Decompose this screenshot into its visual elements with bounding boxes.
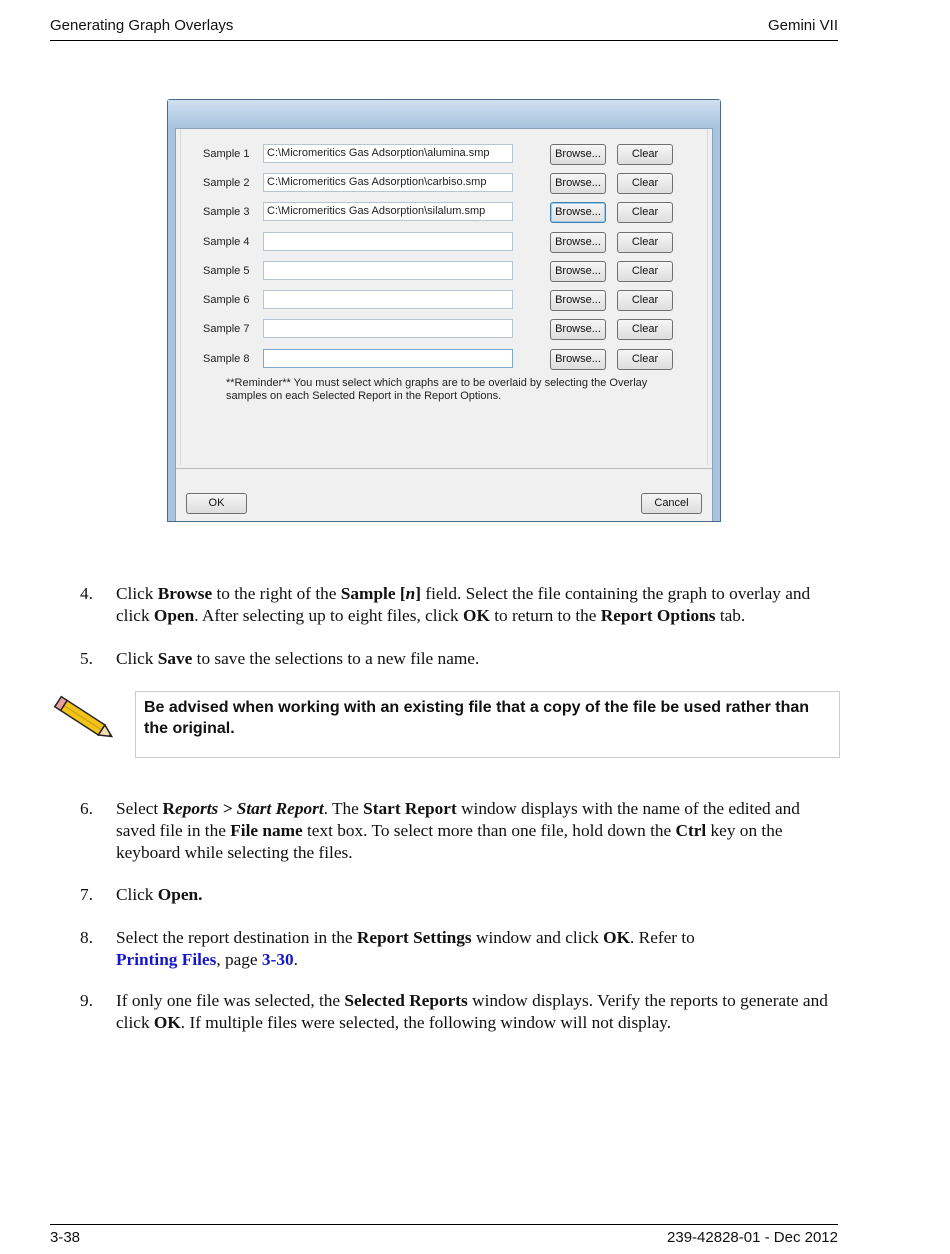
page-footer bbox=[50, 1224, 838, 1246]
header-product-name: Gemini VII bbox=[767, 17, 838, 34]
sample-path-input[interactable] bbox=[263, 319, 513, 338]
sample-row bbox=[181, 348, 707, 372]
sample-label: Sample 8 bbox=[203, 353, 250, 365]
sample-path-input[interactable] bbox=[263, 232, 513, 251]
page-3-30-link[interactable]: 3-30 bbox=[261, 950, 294, 969]
sample-path-input[interactable] bbox=[263, 290, 513, 309]
sample-label: Sample 4 bbox=[203, 236, 250, 248]
clear-button[interactable]: Clear bbox=[617, 173, 673, 194]
step-number: 9. bbox=[80, 991, 93, 1010]
step-text: Click Browse to the right of the Sample [n] field. Select the file containing the graph to overlay and click Open. After selecting up to eight files, click OK to return to the Report Options tab. bbox=[116, 584, 811, 625]
browse-button[interactable]: Browse... bbox=[550, 232, 606, 253]
step-text: Click Save to save the selections to a new file name. bbox=[116, 649, 480, 668]
sample-label: Sample 2 bbox=[203, 177, 250, 189]
step-number: 4. bbox=[80, 584, 93, 603]
printing-files-link[interactable]: Printing Files bbox=[116, 950, 217, 969]
sample-label: Sample 6 bbox=[203, 294, 250, 306]
step-text: Select the report destination in the Report Settings window and click OK. Refer to Printing Files, page 3-30. bbox=[116, 928, 695, 969]
sample-label: Sample 1 bbox=[203, 148, 250, 160]
clear-button[interactable]: Clear bbox=[617, 144, 673, 165]
dialog-separator bbox=[176, 468, 712, 469]
page-number: 3-38 bbox=[50, 1229, 81, 1246]
sample-overlay-dialog bbox=[167, 99, 721, 522]
header-section-title: Generating Graph Overlays bbox=[50, 17, 234, 34]
sample-row bbox=[181, 231, 707, 255]
sample-label: Sample 5 bbox=[203, 265, 250, 277]
sample-path-input[interactable]: C:\Micromeritics Gas Adsorption\silalum.smp bbox=[263, 202, 513, 221]
sample-path-input[interactable] bbox=[263, 349, 513, 368]
page-header bbox=[50, 17, 838, 41]
sample-label: Sample 3 bbox=[203, 206, 250, 218]
step-text: Click Open. bbox=[116, 885, 203, 904]
clear-button[interactable]: Clear bbox=[617, 290, 673, 311]
advisory-note: Be advised when working with an existing file that a copy of the file be used rather than the original. bbox=[135, 691, 840, 758]
browse-button[interactable]: Browse... bbox=[550, 202, 606, 223]
sample-path-input[interactable]: C:\Micromeritics Gas Adsorption\carbiso.smp bbox=[263, 173, 513, 192]
ok-button[interactable]: OK bbox=[186, 493, 247, 514]
dialog-titlebar bbox=[168, 100, 720, 128]
browse-button[interactable]: Browse... bbox=[550, 290, 606, 311]
reminder-text: **Reminder** You must select which graphs are to be overlaid by selecting the Overlay samples on each Selected Report in the Report Options. bbox=[226, 377, 648, 402]
pencil-note-icon bbox=[52, 694, 120, 748]
document-id: 239-42828-01 - Dec 2012 bbox=[667, 1229, 838, 1246]
clear-button[interactable]: Clear bbox=[617, 202, 673, 223]
clear-button[interactable]: Clear bbox=[617, 232, 673, 253]
dialog-client-area bbox=[175, 128, 713, 521]
sample-row bbox=[181, 201, 707, 225]
clear-button[interactable]: Clear bbox=[617, 261, 673, 282]
step-number: 8. bbox=[80, 928, 93, 947]
sample-row bbox=[181, 318, 707, 342]
sample-row bbox=[181, 260, 707, 284]
clear-button[interactable]: Clear bbox=[617, 349, 673, 370]
sample-path-input[interactable] bbox=[263, 261, 513, 280]
step-number: 6. bbox=[80, 799, 93, 818]
browse-button[interactable]: Browse... bbox=[550, 261, 606, 282]
cancel-button[interactable]: Cancel bbox=[641, 493, 702, 514]
browse-button[interactable]: Browse... bbox=[550, 349, 606, 370]
step-number: 5. bbox=[80, 649, 93, 668]
samples-panel bbox=[180, 129, 708, 465]
step-text: Select Reports > Start Report. The Start Report window displays with the name of the edited and saved file in the File name text box. To select more than one file, hold down the Ctrl key on the keyboard while selecting the files. bbox=[116, 799, 800, 862]
sample-row bbox=[181, 143, 707, 167]
step-number: 7. bbox=[80, 885, 93, 904]
sample-path-input[interactable]: C:\Micromeritics Gas Adsorption\alumina.smp bbox=[263, 144, 513, 163]
sample-row bbox=[181, 289, 707, 313]
sample-label: Sample 7 bbox=[203, 323, 250, 335]
clear-button[interactable]: Clear bbox=[617, 319, 673, 340]
sample-row bbox=[181, 172, 707, 196]
step-text: If only one file was selected, the Selected Reports window displays. Verify the reports to generate and click OK. If multiple files were selected, the following window will not display. bbox=[116, 991, 828, 1032]
browse-button[interactable]: Browse... bbox=[550, 144, 606, 165]
browse-button[interactable]: Browse... bbox=[550, 173, 606, 194]
browse-button[interactable]: Browse... bbox=[550, 319, 606, 340]
